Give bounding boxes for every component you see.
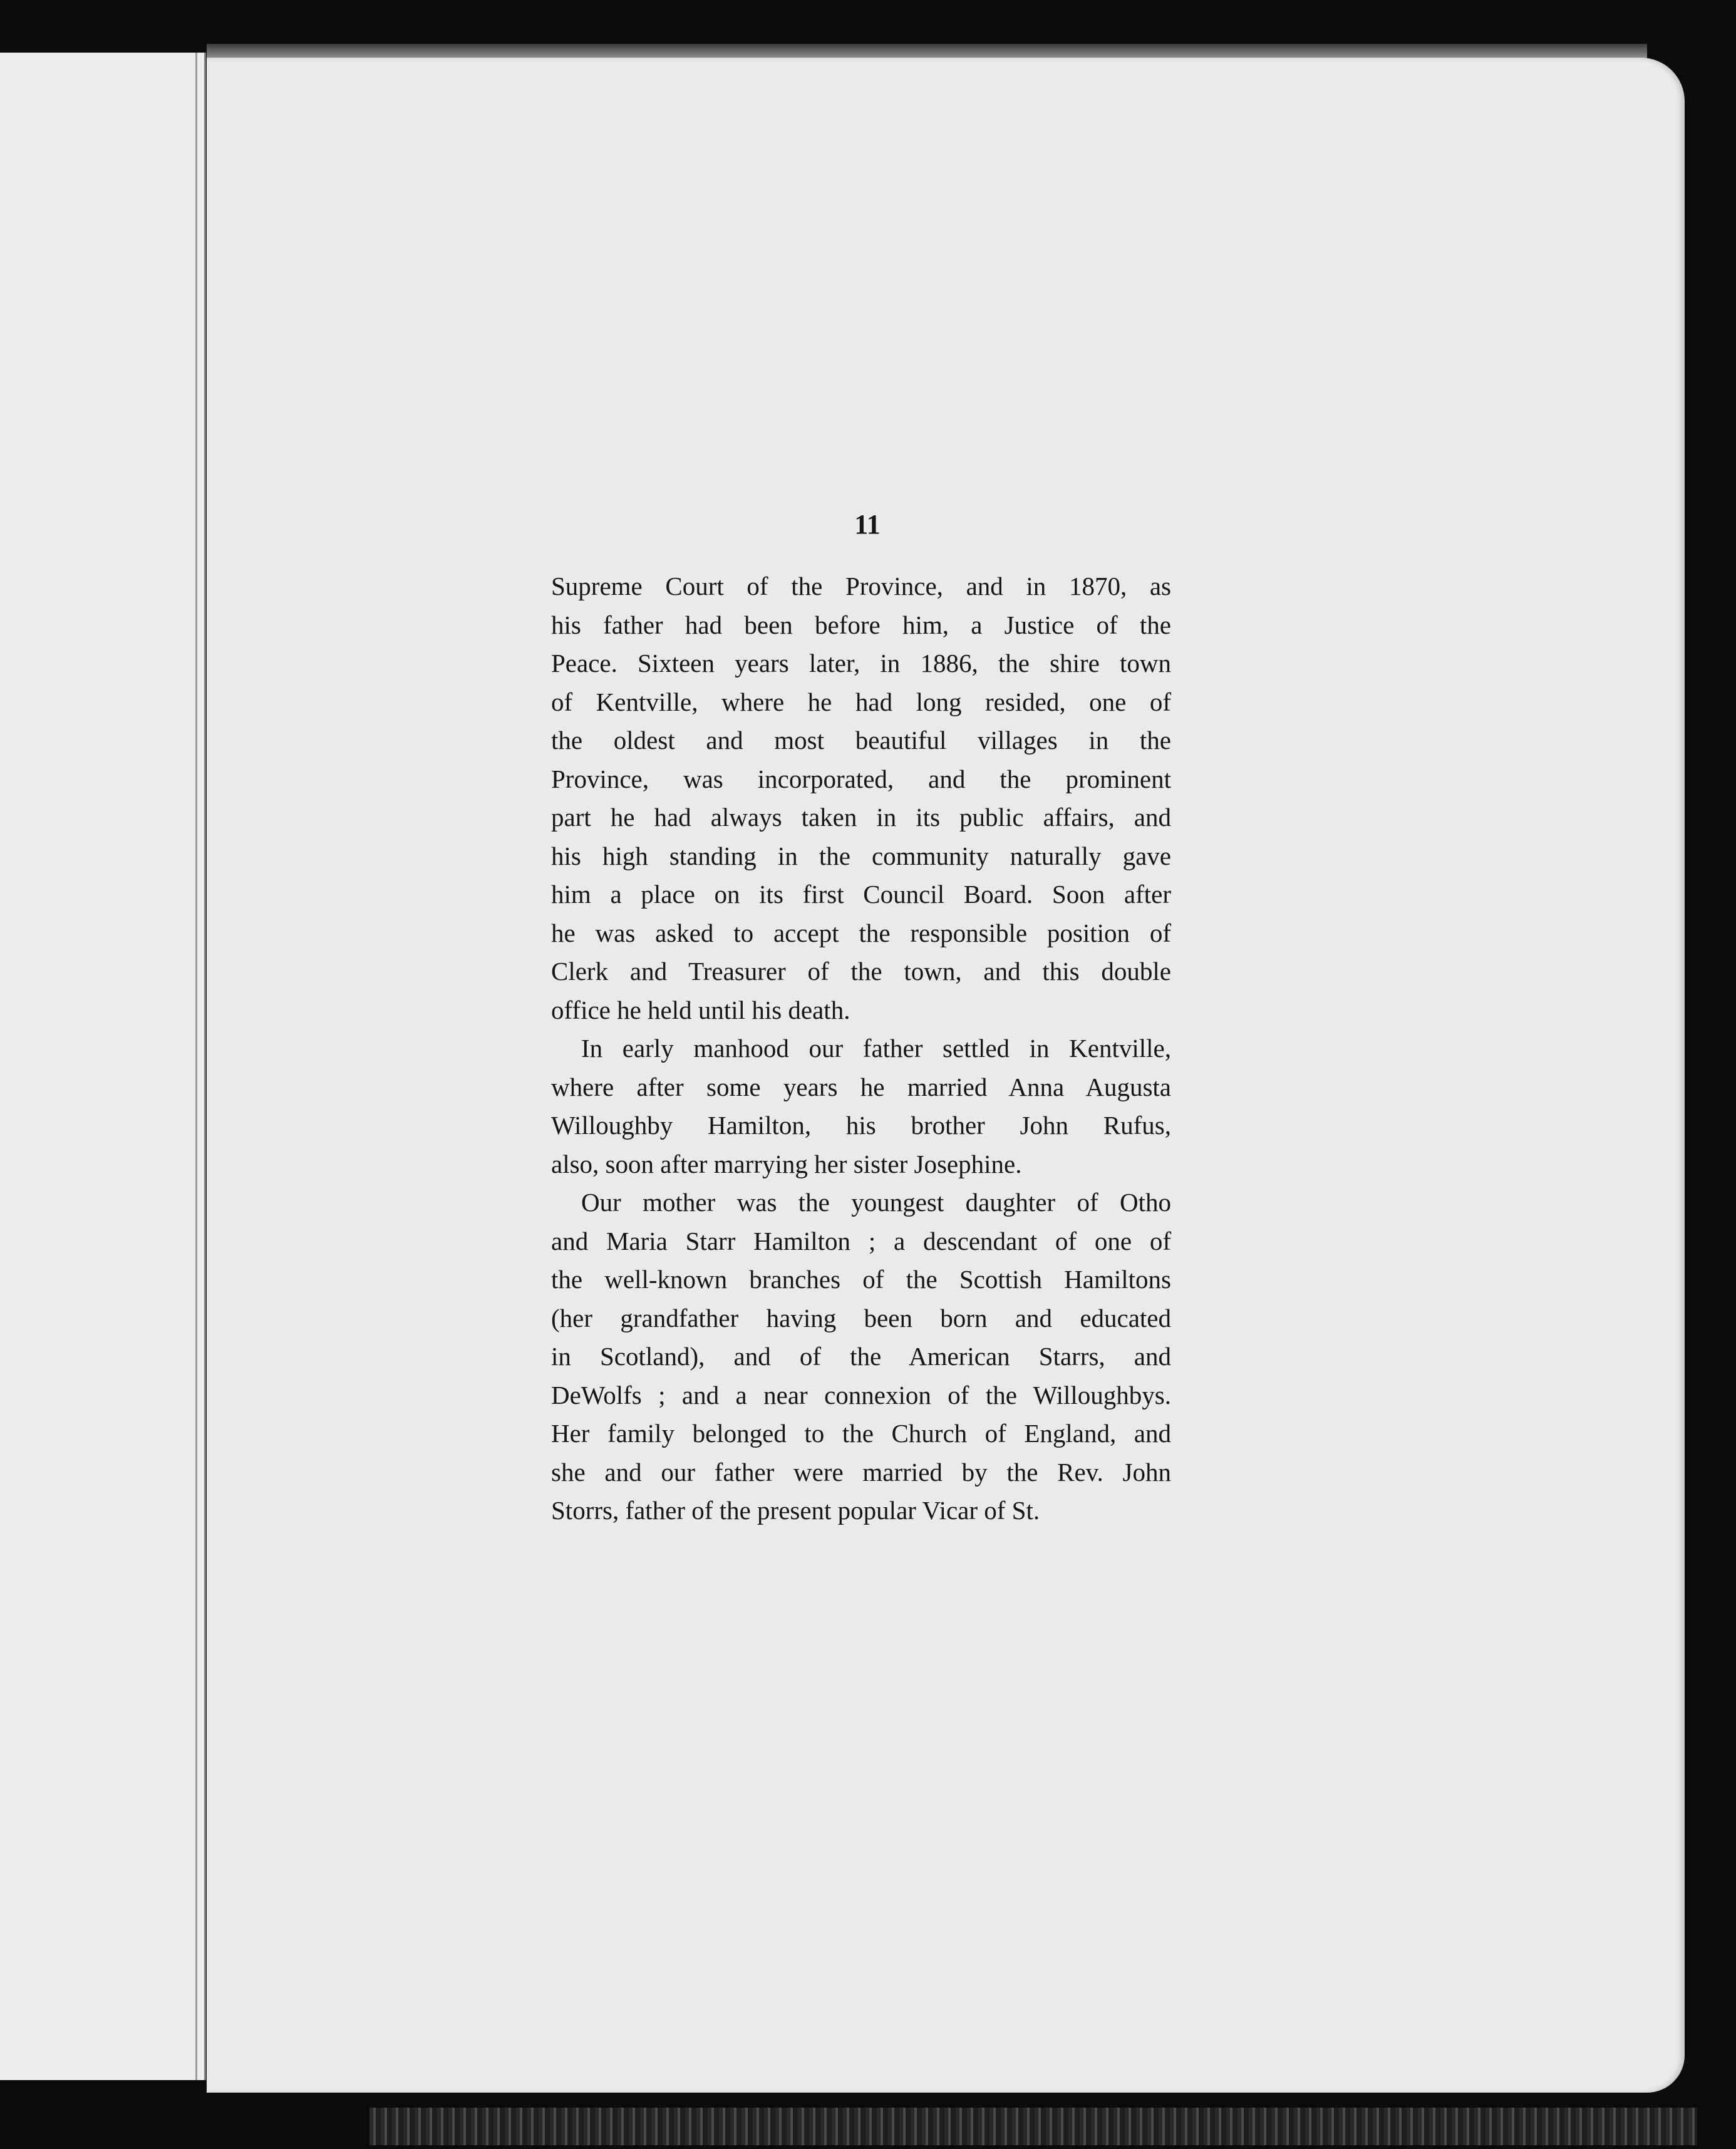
text-line: his high standing in the community naturally gave xyxy=(551,841,1171,870)
text-line: Her family belonged to the Church of England, and xyxy=(551,1419,1171,1448)
paragraphs xyxy=(551,567,1171,1530)
text-line: she and our father were married by the Rev. John xyxy=(551,1457,1171,1487)
paragraph xyxy=(551,1029,1171,1183)
text-line: also, soon after marrying her sister Josephine. xyxy=(551,1149,1022,1178)
left-page-sliver xyxy=(0,53,206,2080)
text-line: Our mother was the youngest daughter of Otho xyxy=(581,1188,1171,1217)
gutter-line xyxy=(195,53,197,2080)
text-line: in Scotland), and of the American Starrs, and xyxy=(551,1342,1171,1371)
text-line: part he had always taken in its public affairs, and xyxy=(551,803,1171,832)
text-line: Storrs, father of the present popular Vicar of St. xyxy=(551,1496,1040,1525)
text-line: the oldest and most beautiful villages in the xyxy=(551,726,1171,755)
text-line: DeWolfs ; and a near connexion of the Willoughbys. xyxy=(551,1380,1171,1409)
text-line: office he held until his death. xyxy=(551,995,850,1024)
text-line: Willoughby Hamilton, his brother John Rufus, xyxy=(551,1111,1171,1140)
text-line: Peace. Sixteen years later, in 1886, the shire town xyxy=(551,649,1171,678)
text-line: (her grandfather having been born and educated xyxy=(551,1303,1171,1332)
text-line: Clerk and Treasurer of the town, and this double xyxy=(551,957,1171,986)
text-line: and Maria Starr Hamilton ; a descendant of one of xyxy=(551,1226,1171,1255)
text-line: the well-known branches of the Scottish Hamiltons xyxy=(551,1265,1171,1294)
page-number: 11 xyxy=(854,509,881,540)
text-line: In early manhood our father settled in Kentville, xyxy=(581,1034,1171,1063)
paragraph xyxy=(551,1183,1171,1530)
text-line: Province, was incorporated, and the prominent xyxy=(551,764,1171,793)
text-line: him a place on its first Council Board. Soon after xyxy=(551,880,1171,909)
text-line: his father had been before him, a Justice of the xyxy=(551,610,1171,639)
text-line: where after some years he married Anna Augusta xyxy=(551,1072,1171,1101)
page-text-block xyxy=(551,506,1171,1530)
text-line: he was asked to accept the responsible position of xyxy=(551,918,1171,947)
text-line: of Kentville, where he had long resided, one of xyxy=(551,687,1171,716)
scan-bottom-edge xyxy=(369,2108,1697,2145)
paragraph xyxy=(551,567,1171,1029)
text-line: Supreme Court of the Province, and in 1870, as xyxy=(551,572,1171,600)
